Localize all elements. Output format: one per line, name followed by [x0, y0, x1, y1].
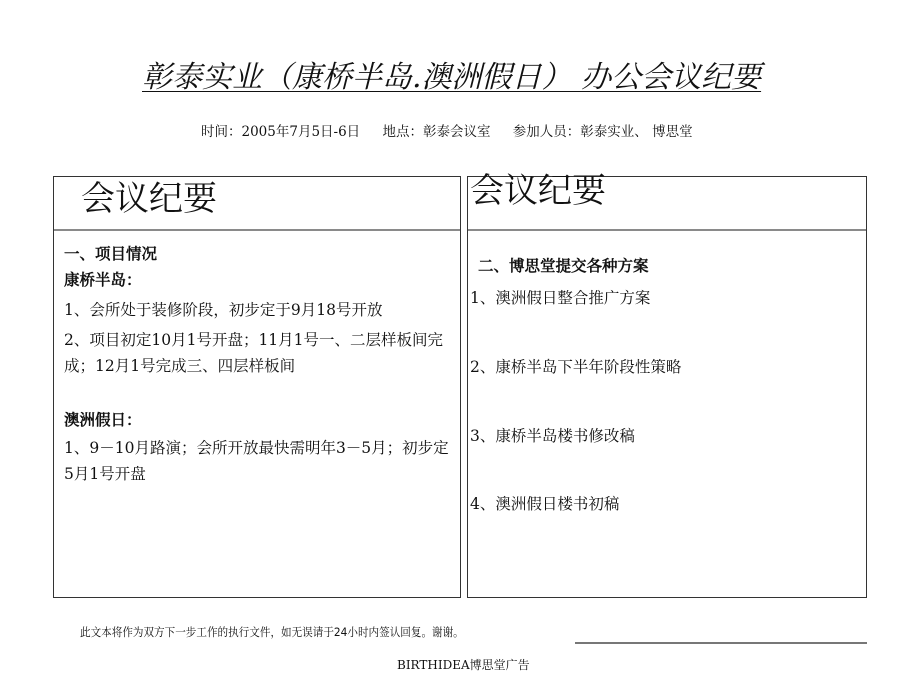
meeting-meta — [201, 122, 711, 142]
project-name: 澳洲假日： — [64, 411, 142, 429]
plan-item: 2、康桥半岛下半年阶段性策略 — [470, 358, 682, 376]
project-status-panel — [53, 176, 461, 598]
panel-header — [468, 171, 866, 231]
footer-note: 此文本将作为双方下一步工作的执行文件，如无误请于24小时内签认回复。谢谢。 — [80, 625, 464, 639]
section-title: 二、博思堂提交各种方案 — [478, 257, 649, 275]
plan-item: 3、康桥半岛楼书修改稿 — [470, 427, 635, 445]
panel-heading: 会议纪要 — [81, 179, 217, 219]
section-title: 一、项目情况 — [64, 245, 158, 263]
meeting-location: 地点：彰泰会议室 — [382, 124, 491, 140]
panel-heading: 会议纪要 — [470, 171, 606, 211]
document-title: 彰泰实业（康桥半岛.澳洲假日） 办公会议纪要 — [142, 60, 762, 95]
project-item: 1、会所处于装修阶段，初步定于9月18号开放 — [64, 301, 383, 319]
submitted-plans-panel — [467, 171, 867, 598]
plan-item: 1、澳洲假日整合推广方案 — [470, 289, 651, 307]
meeting-time: 时间：2005年7月5日-6日 — [201, 124, 361, 140]
plan-item: 4、澳洲假日楼书初稿 — [470, 495, 620, 513]
project-item: 2、项目初定10月1号开盘；11月1号一、二层样板间完成；12月1号完成三、四层样板间 — [64, 331, 444, 375]
signature-line — [575, 642, 867, 644]
meeting-attendees: 参加人员：彰泰实业、 博思堂 — [512, 124, 693, 140]
project-item: 1、9－10月路演；会所开放最快需明年3－5月；初步定5月1号开盘 — [64, 439, 449, 483]
project-name: 康桥半岛： — [64, 271, 142, 289]
panel-header — [54, 177, 460, 231]
panel-content — [64, 241, 454, 487]
footer-brand: BIRTHIDEA博思堂广告 — [397, 658, 530, 672]
